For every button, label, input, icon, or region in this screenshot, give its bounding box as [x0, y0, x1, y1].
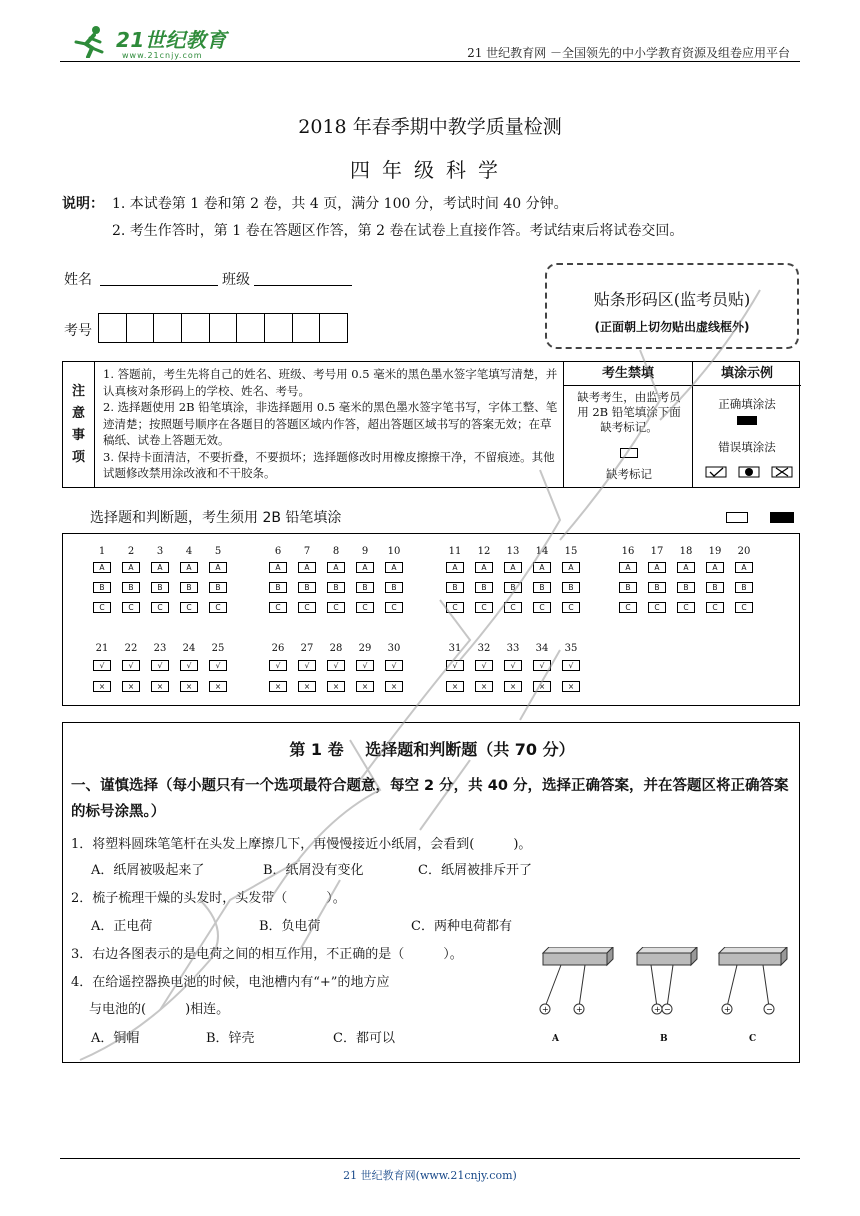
answer-sheet — [62, 533, 800, 706]
question-number: 31 — [448, 643, 462, 654]
absent-mark-label: 缺考标记 — [606, 467, 652, 481]
name-label: 姓名 — [64, 272, 92, 288]
answer-bubble[interactable]: √ — [122, 660, 140, 671]
answer-bubble[interactable]: B — [504, 582, 522, 593]
answer-bubble[interactable]: A — [151, 562, 169, 573]
answer-bubble[interactable]: A — [648, 562, 666, 573]
exam-no-label: 考号 — [64, 323, 92, 339]
answer-bubble[interactable]: C — [356, 602, 374, 613]
answer-bubble[interactable]: × — [93, 681, 111, 692]
svg-text:−: − — [766, 1005, 773, 1014]
exam-subtitle: 四年级科学 — [350, 158, 510, 182]
notice-heading — [63, 362, 95, 487]
answer-bubble[interactable]: √ — [209, 660, 227, 671]
question-number: 13 — [506, 546, 520, 557]
answer-bubble[interactable]: × — [533, 681, 551, 692]
answer-bubble[interactable]: A — [706, 562, 724, 573]
question-2-stem: 2．梳子梳理干燥的头发时，头发带（ ）。 — [71, 891, 346, 906]
answer-bubble[interactable]: C — [475, 602, 493, 613]
svg-text:+: + — [576, 1005, 583, 1014]
site-logo — [70, 20, 250, 64]
answer-bubble[interactable]: B — [298, 582, 316, 593]
notice-rules — [103, 366, 561, 482]
question-number: 9 — [361, 546, 369, 557]
answer-bubble[interactable]: √ — [475, 660, 493, 671]
answer-bubble[interactable]: C — [446, 602, 464, 613]
answer-bubble[interactable]: × — [385, 681, 403, 692]
answer-bubble[interactable]: C — [706, 602, 724, 613]
class-field[interactable] — [254, 268, 352, 286]
question-number: 30 — [387, 643, 401, 654]
figure-a-charges — [537, 947, 617, 1027]
question-2-option-b: B．负电荷 — [259, 919, 321, 934]
section-title: 第 1 卷 选择题和判断题（共 70 分） — [289, 740, 575, 759]
answer-bubble[interactable]: √ — [385, 660, 403, 671]
question-number: 6 — [274, 546, 282, 557]
section-1 — [62, 722, 800, 1063]
answer-bubble[interactable]: B — [269, 582, 287, 593]
notice-heading-char: 项 — [71, 449, 85, 465]
question-number: 19 — [708, 546, 722, 557]
question-number: 16 — [621, 546, 635, 557]
answer-bubble[interactable]: A — [385, 562, 403, 573]
answer-bubble[interactable]: C — [93, 602, 111, 613]
answer-bubble[interactable]: √ — [504, 660, 522, 671]
answer-bubble[interactable]: × — [327, 681, 345, 692]
answer-bubble[interactable]: B — [533, 582, 551, 593]
answer-bubble[interactable]: C — [735, 602, 753, 613]
answer-bubble[interactable]: B — [385, 582, 403, 593]
question-number: 1 — [98, 546, 106, 557]
question-3-stem: 3．右边各图表示的是电荷之间的相互作用，不正确的是（ ）。 — [71, 947, 463, 962]
answer-bubble[interactable]: √ — [533, 660, 551, 671]
instruction-line-2: 2. 考生作答时，第 1 卷在答题区作答，第 2 卷在试卷上直接作答。考试结束后将试卷交回。 — [112, 223, 684, 239]
question-number: 29 — [358, 643, 372, 654]
answer-bubble[interactable]: × — [209, 681, 227, 692]
answer-bubble[interactable]: A — [446, 562, 464, 573]
answer-bubble[interactable]: × — [475, 681, 493, 692]
question-number: 24 — [182, 643, 196, 654]
answer-bubble[interactable]: C — [562, 602, 580, 613]
answer-bubble[interactable]: B — [475, 582, 493, 593]
notice-table — [62, 361, 800, 488]
notice-rule: 2. 选择题使用 2B 铅笔填涂，非选择题用 0.5 毫米的黑色墨水签字笔书写，字体工整、笔迹清楚；按照题号顺序在各题目的答题区域内作答，超出答题区域书写的答案无效；在草稿纸、试卷上答题无效。 — [103, 400, 558, 447]
notice-rule: 3. 保持卡面清洁，不要折叠，不要损坏；选择题修改时用橡皮擦擦干净，不留痕迹。其他试题修改禁用涂改液和不干胶条。 — [103, 449, 555, 480]
question-1-option-b: B．纸屑没有变化 — [263, 863, 364, 878]
question-number: 8 — [332, 546, 340, 557]
answer-bubble[interactable]: × — [504, 681, 522, 692]
notice-heading-char: 注 — [71, 383, 85, 399]
answer-bubble[interactable]: B — [562, 582, 580, 593]
logo-brand-text: 21世纪教育 — [116, 28, 227, 52]
answer-bubble[interactable]: B — [446, 582, 464, 593]
figure-label-b: B — [660, 1034, 668, 1044]
barcode-hint: (正面朝上切勿贴出虚线框外) — [594, 320, 750, 334]
absent-column — [563, 362, 693, 487]
answer-bubble[interactable]: A — [504, 562, 522, 573]
fill-example-title: 填涂示例 — [693, 362, 801, 386]
figure-label-a: A — [552, 1034, 559, 1044]
absent-text: 缺考考生，由监考员用 2B 铅笔填涂下面缺考标记。 — [577, 390, 681, 434]
question-4-option-c: C．都可以 — [333, 1031, 395, 1046]
question-number: 10 — [387, 546, 401, 557]
question-number: 23 — [153, 643, 167, 654]
answer-bubble[interactable]: √ — [151, 660, 169, 671]
fill-example-column — [693, 362, 801, 487]
answer-bubble[interactable]: B — [677, 582, 695, 593]
answer-bubble[interactable]: C — [180, 602, 198, 613]
answer-bubble[interactable]: A — [122, 562, 140, 573]
answer-bubble[interactable]: C — [327, 602, 345, 613]
answer-bubble[interactable]: B — [648, 582, 666, 593]
answer-bubble[interactable]: √ — [180, 660, 198, 671]
answer-bubble[interactable]: C — [504, 602, 522, 613]
question-1-option-c: C．纸屑被排斥开了 — [418, 863, 532, 878]
answer-bubble[interactable]: C — [677, 602, 695, 613]
question-number: 33 — [506, 643, 520, 654]
figure-label-c: C — [749, 1034, 757, 1044]
question-number: 27 — [300, 643, 314, 654]
svg-text:−: − — [664, 1005, 671, 1014]
instructions-label: 说明： — [62, 196, 104, 212]
answer-bubble[interactable]: B — [327, 582, 345, 593]
answer-bubble[interactable]: √ — [327, 660, 345, 671]
answer-bubble[interactable]: B — [93, 582, 111, 593]
question-number: 3 — [156, 546, 164, 557]
logo-url-text: www.21cnjy.com — [122, 51, 203, 60]
mark-full-example — [770, 512, 794, 523]
answer-bubble[interactable]: C — [209, 602, 227, 613]
answer-bubble[interactable]: A — [619, 562, 637, 573]
question-1-stem: 1．将塑料圆珠笔笔杆在头发上摩擦几下，再慢慢接近小纸屑，会看到( )。 — [71, 837, 532, 852]
question-number: 26 — [271, 643, 285, 654]
answer-bubble[interactable]: × — [122, 681, 140, 692]
question-number: 21 — [95, 643, 109, 654]
question-number: 2 — [127, 546, 135, 557]
answer-bubble[interactable]: B — [735, 582, 753, 593]
svg-text:+: + — [542, 1005, 549, 1014]
answer-bubble[interactable]: B — [356, 582, 374, 593]
answer-bubble[interactable]: A — [475, 562, 493, 573]
answer-bubble[interactable]: C — [151, 602, 169, 613]
answer-bubble[interactable]: A — [298, 562, 316, 573]
fill-correct-mark — [737, 416, 757, 425]
figure-b-charges — [633, 947, 703, 1027]
question-number: 22 — [124, 643, 138, 654]
answer-bubble[interactable]: A — [327, 562, 345, 573]
absent-title: 考生禁填 — [564, 362, 692, 386]
answer-bubble[interactable]: A — [533, 562, 551, 573]
svg-text:+: + — [654, 1005, 661, 1014]
answer-bubble[interactable]: C — [385, 602, 403, 613]
answer-bubble[interactable]: × — [269, 681, 287, 692]
header-tagline: 21 世纪教育网 －全国领先的中小学教育资源及组卷应用平台 — [467, 46, 790, 60]
fill-correct-label: 正确填涂法 — [718, 397, 776, 411]
answer-bubble[interactable]: C — [298, 602, 316, 613]
answer-bubble[interactable]: A — [93, 562, 111, 573]
answer-sheet-label: 选择题和判断题，考生须用 2B 铅笔填涂 — [90, 510, 342, 526]
answer-bubble[interactable]: B — [209, 582, 227, 593]
notice-heading-char: 意 — [71, 405, 85, 421]
question-2-option-a: A．正电荷 — [91, 919, 153, 934]
footer-divider — [60, 1158, 800, 1159]
section-intro: 一、谨慎选择（每小题只有一个选项最符合题意，每空 2 分，共 40 分，选择正确答案，并在答题区将正确答案的标号涂黑。） — [71, 778, 789, 820]
question-4-option-b: B．锌壳 — [206, 1031, 255, 1046]
answer-bubble[interactable]: B — [122, 582, 140, 593]
question-number: 35 — [564, 643, 578, 654]
answer-bubble[interactable]: C — [122, 602, 140, 613]
mark-empty-example — [726, 512, 748, 523]
question-number: 12 — [477, 546, 491, 557]
answer-bubble[interactable]: √ — [446, 660, 464, 671]
answer-bubble[interactable]: √ — [298, 660, 316, 671]
question-number: 20 — [737, 546, 751, 557]
barcode-title: 贴条形码区(监考员贴) — [593, 290, 751, 309]
fill-wrong-label: 错误填涂法 — [718, 440, 776, 454]
answer-bubble[interactable]: A — [180, 562, 198, 573]
question-number: 28 — [329, 643, 343, 654]
answer-bubble[interactable]: × — [356, 681, 374, 692]
question-number: 11 — [448, 546, 462, 557]
exam-no-boxes[interactable] — [98, 313, 348, 343]
question-number: 18 — [679, 546, 693, 557]
answer-bubble[interactable]: B — [180, 582, 198, 593]
question-number: 15 — [564, 546, 578, 557]
barcode-area — [545, 263, 799, 349]
answer-bubble[interactable]: √ — [93, 660, 111, 671]
footer-text: 21 世纪教育网(www.21cnjy.com) — [343, 1169, 517, 1182]
instruction-line-1: 1. 本试卷第 1 卷和第 2 卷，共 4 页，满分 100 分，考试时间 40 分钟。 — [112, 196, 568, 212]
fill-wrong-marks-icon — [705, 466, 795, 478]
answer-bubble[interactable]: C — [533, 602, 551, 613]
question-number: 34 — [535, 643, 549, 654]
notice-heading-char: 事 — [71, 427, 85, 443]
answer-bubble[interactable]: A — [735, 562, 753, 573]
answer-bubble[interactable]: A — [677, 562, 695, 573]
svg-text:+: + — [724, 1005, 731, 1014]
question-number: 7 — [303, 546, 311, 557]
answer-bubble[interactable]: C — [619, 602, 637, 613]
answer-bubble[interactable]: A — [562, 562, 580, 573]
absent-mark-box[interactable] — [620, 448, 638, 458]
answer-bubble[interactable]: × — [298, 681, 316, 692]
answer-bubble[interactable]: × — [151, 681, 169, 692]
question-2-option-c: C．两种电荷都有 — [411, 919, 512, 934]
answer-bubble[interactable]: C — [269, 602, 287, 613]
answer-bubble[interactable]: A — [356, 562, 374, 573]
answer-bubble[interactable]: B — [706, 582, 724, 593]
runner-logo-icon — [70, 24, 110, 58]
exam-title: 2018 年春季期中教学质量检测 — [298, 116, 562, 138]
figure-c-charges — [715, 947, 795, 1027]
question-number: 4 — [185, 546, 193, 557]
answer-bubble[interactable]: √ — [269, 660, 287, 671]
answer-bubble[interactable]: × — [180, 681, 198, 692]
answer-bubble[interactable]: B — [619, 582, 637, 593]
notice-rule: 1. 答题前，考生先将自己的姓名、班级、考号用 0.5 毫米的黑色墨水签字笔填写清楚，并认真核对条形码上的学校、姓名、考号。 — [103, 367, 558, 398]
question-number: 5 — [214, 546, 222, 557]
header-divider — [60, 61, 800, 62]
answer-bubble[interactable]: B — [151, 582, 169, 593]
question-number: 32 — [477, 643, 491, 654]
answer-bubble[interactable]: × — [446, 681, 464, 692]
answer-bubble[interactable]: × — [562, 681, 580, 692]
answer-bubble[interactable]: A — [269, 562, 287, 573]
question-4-stem: 4．在给遥控器换电池的时候，电池槽内有“+”的地方应 — [71, 975, 390, 990]
answer-bubble[interactable]: √ — [356, 660, 374, 671]
question-1-option-a: A．纸屑被吸起来了 — [91, 863, 205, 878]
name-field[interactable] — [100, 268, 218, 286]
question-number: 17 — [650, 546, 664, 557]
answer-bubble[interactable]: √ — [562, 660, 580, 671]
class-label: 班级 — [222, 272, 250, 288]
question-4-stem-cont: 与电池的( )相连。 — [89, 1002, 230, 1017]
answer-bubble[interactable]: C — [648, 602, 666, 613]
question-number: 25 — [211, 643, 225, 654]
question-4-option-a: A．铜帽 — [91, 1031, 140, 1046]
answer-bubble[interactable]: A — [209, 562, 227, 573]
question-number: 14 — [535, 546, 549, 557]
